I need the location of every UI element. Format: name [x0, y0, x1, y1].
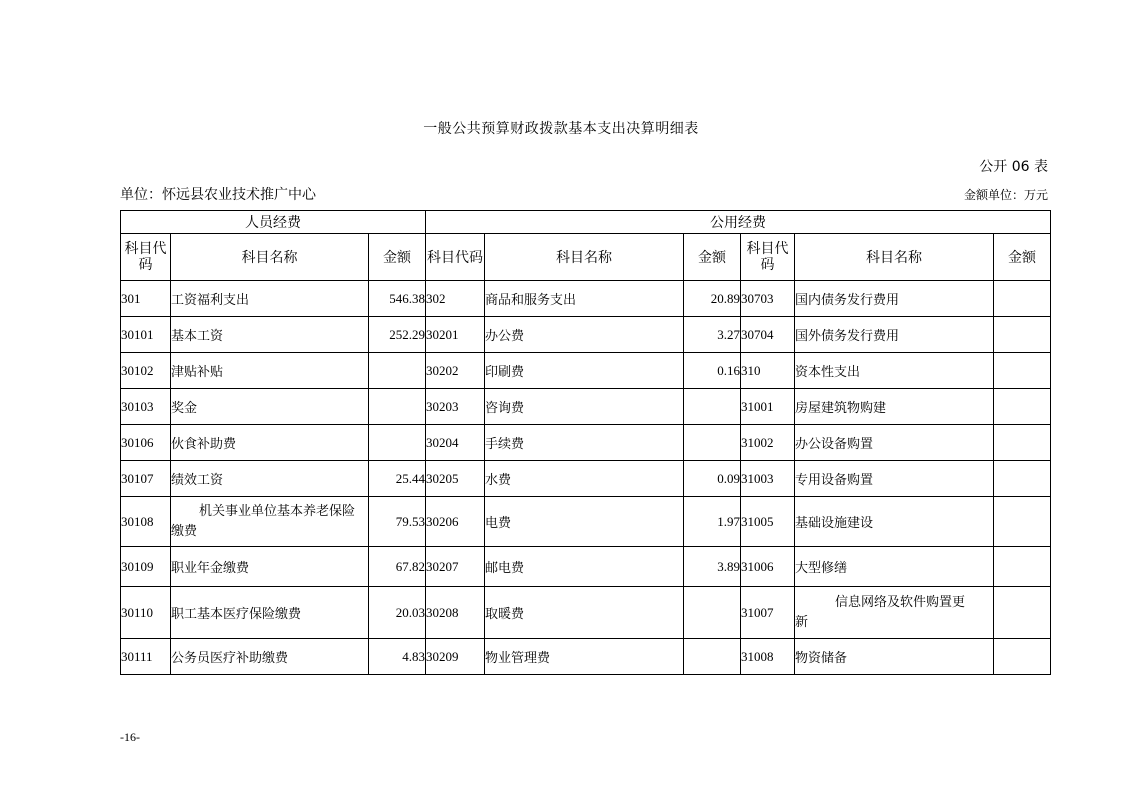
header-code-c: 科目代码	[741, 234, 795, 281]
code-cell: 30204	[426, 425, 485, 461]
code-cell: 301	[121, 281, 171, 317]
amount-cell	[369, 353, 426, 389]
code-cell: 30703	[741, 281, 795, 317]
code-cell: 30103	[121, 389, 171, 425]
name-line-2: 缴费	[171, 523, 198, 539]
code-cell: 30704	[741, 317, 795, 353]
table-row	[121, 547, 1051, 587]
code-cell: 30108	[121, 497, 171, 547]
code-cell: 31007	[741, 587, 795, 639]
code-cell: 30109	[121, 547, 171, 587]
name-cell: 物业管理费	[485, 639, 684, 675]
amount-cell: 546.38	[369, 281, 426, 317]
header-code-a: 科目代码	[121, 234, 171, 281]
name-cell: 水费	[485, 461, 684, 497]
code-cell: 31008	[741, 639, 795, 675]
amount-cell	[684, 587, 741, 639]
amount-cell: 252.29	[369, 317, 426, 353]
amount-cell	[994, 639, 1051, 675]
page-number: -16-	[120, 730, 140, 744]
name-cell: 职业年金缴费	[171, 547, 369, 587]
amount-cell	[994, 317, 1051, 353]
amount-cell	[684, 639, 741, 675]
name-cell: 津贴补贴	[171, 353, 369, 389]
code-cell: 30205	[426, 461, 485, 497]
table-row	[121, 639, 1051, 675]
header-name-a: 科目名称	[171, 234, 369, 281]
name-line-1: 机关事业单位基本养老保险	[199, 503, 356, 519]
table-row	[121, 425, 1051, 461]
amount-cell	[994, 425, 1051, 461]
code-cell: 30107	[121, 461, 171, 497]
code-cell: 30209	[426, 639, 485, 675]
name-cell: 房屋建筑物购建	[795, 389, 994, 425]
header-name-c: 科目名称	[795, 234, 994, 281]
amount-cell: 3.27	[684, 317, 741, 353]
header-amount-b: 金额	[684, 234, 741, 281]
name-cell: 基础设施建设	[795, 497, 994, 547]
name-cell: 印刷费	[485, 353, 684, 389]
code-cell: 31006	[741, 547, 795, 587]
code-cell: 310	[741, 353, 795, 389]
name-cell: 国外债务发行费用	[795, 317, 994, 353]
code-cell: 30208	[426, 587, 485, 639]
code-cell: 30202	[426, 353, 485, 389]
amount-cell	[684, 425, 741, 461]
header-name-b: 科目名称	[485, 234, 684, 281]
name-cell: 专用设备购置	[795, 461, 994, 497]
table-row	[121, 353, 1051, 389]
amount-cell: 0.16	[684, 353, 741, 389]
column-header-row	[121, 234, 1051, 281]
group-personnel: 人员经费	[121, 211, 426, 234]
amount-cell	[994, 389, 1051, 425]
amount-cell: 0.09	[684, 461, 741, 497]
amount-cell	[684, 389, 741, 425]
table-row	[121, 317, 1051, 353]
amount-cell	[994, 353, 1051, 389]
name-cell: 手续费	[485, 425, 684, 461]
reporting-unit: 单位：怀远县农业技术推广中心	[120, 187, 316, 203]
amount-cell: 25.44	[369, 461, 426, 497]
name-cell	[171, 497, 369, 547]
code-cell: 31001	[741, 389, 795, 425]
code-cell: 31005	[741, 497, 795, 547]
code-cell: 30111	[121, 639, 171, 675]
code-cell: 31002	[741, 425, 795, 461]
amount-cell	[369, 389, 426, 425]
name-cell: 物资储备	[795, 639, 994, 675]
code-cell: 31003	[741, 461, 795, 497]
name-cell: 职工基本医疗保险缴费	[171, 587, 369, 639]
expenditure-table	[120, 210, 1051, 675]
code-cell: 30201	[426, 317, 485, 353]
table-row	[121, 461, 1051, 497]
code-cell: 30206	[426, 497, 485, 547]
code-cell: 30101	[121, 317, 171, 353]
amount-cell: 20.89	[684, 281, 741, 317]
group-public: 公用经费	[426, 211, 1051, 234]
table-row	[121, 497, 1051, 547]
header-amount-c: 金额	[994, 234, 1051, 281]
name-line-2: 新	[795, 614, 809, 630]
header-amount-a: 金额	[369, 234, 426, 281]
amount-cell: 1.97	[684, 497, 741, 547]
table-row	[121, 587, 1051, 639]
amount-cell	[994, 461, 1051, 497]
amount-unit: 金额单位：万元	[963, 188, 1048, 202]
name-cell: 国内债务发行费用	[795, 281, 994, 317]
code-cell: 302	[426, 281, 485, 317]
amount-cell	[369, 425, 426, 461]
amount-cell: 20.03	[369, 587, 426, 639]
code-cell: 30207	[426, 547, 485, 587]
name-cell: 大型修缮	[795, 547, 994, 587]
amount-cell: 67.82	[369, 547, 426, 587]
name-line-1: 信息网络及软件购置更	[835, 594, 966, 610]
amount-cell	[994, 281, 1051, 317]
amount-cell	[994, 587, 1051, 639]
name-cell: 公务员医疗补助缴费	[171, 639, 369, 675]
amount-cell	[994, 497, 1051, 547]
name-cell: 奖金	[171, 389, 369, 425]
name-cell: 基本工资	[171, 317, 369, 353]
amount-cell: 79.53	[369, 497, 426, 547]
table-row	[121, 281, 1051, 317]
name-cell: 电费	[485, 497, 684, 547]
name-cell: 绩效工资	[171, 461, 369, 497]
name-cell: 邮电费	[485, 547, 684, 587]
name-cell: 咨询费	[485, 389, 684, 425]
header-code-b: 科目代码	[426, 234, 485, 281]
table-row	[121, 389, 1051, 425]
group-header-row	[121, 211, 1051, 234]
amount-cell: 3.89	[684, 547, 741, 587]
amount-cell	[994, 547, 1051, 587]
name-cell: 取暖费	[485, 587, 684, 639]
name-cell: 伙食补助费	[171, 425, 369, 461]
report-title: 一般公共预算财政拨款基本支出决算明细表	[423, 121, 699, 137]
name-cell: 工资福利支出	[171, 281, 369, 317]
name-cell: 办公费	[485, 317, 684, 353]
code-cell: 30110	[121, 587, 171, 639]
name-cell	[795, 587, 994, 639]
amount-cell: 4.83	[369, 639, 426, 675]
name-cell: 资本性支出	[795, 353, 994, 389]
code-cell: 30102	[121, 353, 171, 389]
code-cell: 30203	[426, 389, 485, 425]
name-cell: 商品和服务支出	[485, 281, 684, 317]
name-cell: 办公设备购置	[795, 425, 994, 461]
code-cell: 30106	[121, 425, 171, 461]
form-number: 公开 06 表	[979, 159, 1048, 175]
